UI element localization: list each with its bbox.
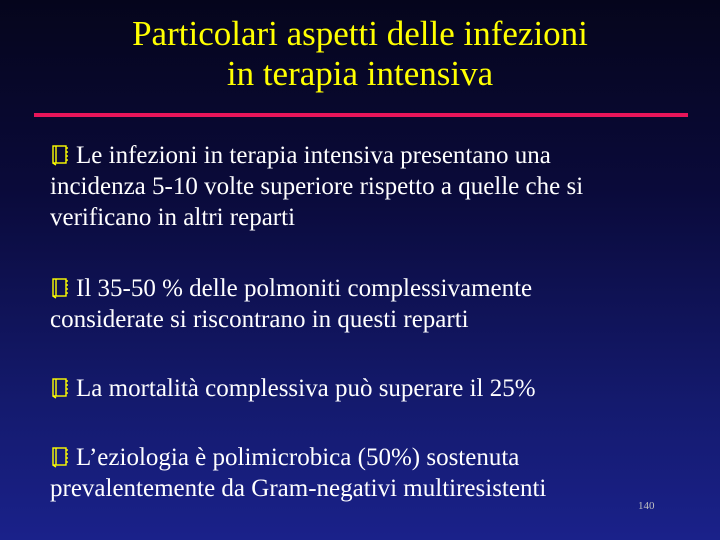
bullet-item [50,273,690,335]
bullet-item [50,442,690,504]
bullet-item [50,373,690,404]
title-line-1: Particolari aspetti delle infezioni [132,14,588,53]
ledger-book-icon [50,143,70,165]
ledger-book-icon [50,276,70,298]
bullet-text-line: La mortalità complessiva può superare il 25% [76,375,536,402]
bullet-text-line: incidenza 5-10 volte superiore rispetto a quelle che si [50,173,584,200]
bullet-text-line: considerate si riscontrano in questi reparti [50,306,469,333]
page-number: 140 [638,500,655,512]
bullet-text-line: prevalentemente da Gram-negativi multiresistenti [50,475,547,502]
bullet-text-line: verificano in altri reparti [50,204,296,231]
bullet-text-line: Le infezioni in terapia intensiva presentano una [76,142,551,169]
bullet-text-line: Il 35-50 % delle polmoniti complessivamente [76,275,533,302]
title-line-2: in terapia intensiva [226,54,494,93]
bullet-item [50,140,690,233]
ledger-book-icon [50,376,70,398]
ledger-book-icon [50,445,70,467]
title-divider [34,113,688,117]
bullet-text-line: L’eziologia è polimicrobica (50%) sostenuta [76,444,520,471]
slide-title [0,14,720,94]
